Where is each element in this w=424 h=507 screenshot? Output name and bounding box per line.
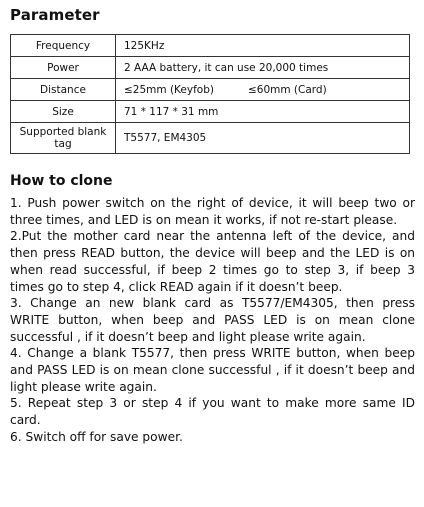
step-paragraph: 4. Change a blank T5577, then press WRITE button, when beep and PASS LED is on mean clone successful , if it doesn’t beep and light please write again.: [10, 346, 415, 394]
parameter-heading: Parameter: [10, 6, 100, 24]
param-key: Size: [11, 101, 116, 123]
param-value: 125KHz: [116, 35, 410, 57]
step-paragraph: 3. Change an new blank card as T5577/EM4305, then press WRITE button, when beep and PASS LED is on mean clone successful , if it doesn’t beep and light please write again.: [10, 296, 415, 344]
param-key: Power: [11, 57, 116, 79]
table-row: [11, 57, 410, 79]
step-paragraph: 5. Repeat step 3 or step 4 if you want to make more same ID card.: [10, 396, 415, 428]
step-paragraph: 2.Put the mother card near the antenna left of the device, and then press READ button, the device will beep and the LED is on when read successful, if beep 2 times go to step 3, if beep 3 times go to step 4, click READ again if it doesn’t beep.: [10, 229, 415, 294]
table-row: [11, 35, 410, 57]
clone-steps: [10, 195, 415, 446]
distance-card: ≤60mm (Card): [247, 83, 327, 96]
table-row: [11, 79, 410, 101]
param-value: 71 * 117 * 31 mm: [116, 101, 410, 123]
param-key: Frequency: [11, 35, 116, 57]
how-to-clone-heading: How to clone: [10, 173, 113, 189]
parameter-table: [10, 34, 410, 154]
param-key: Distance: [11, 79, 116, 101]
table-row: [11, 123, 410, 154]
distance-keyfob: ≤25mm (Keyfob): [124, 83, 214, 96]
param-value: [116, 79, 410, 101]
param-key: Supported blank tag: [11, 123, 116, 154]
step-paragraph: 6. Switch off for save power.: [10, 429, 183, 444]
param-value: T5577, EM4305: [116, 123, 410, 154]
step-paragraph: 1. Push power switch on the right of device, it will beep two or three times, and LED is on mean it works, if not re-start please.: [10, 196, 415, 227]
param-value: 2 AAA battery, it can use 20,000 times: [116, 57, 410, 79]
table-row: [11, 101, 410, 123]
